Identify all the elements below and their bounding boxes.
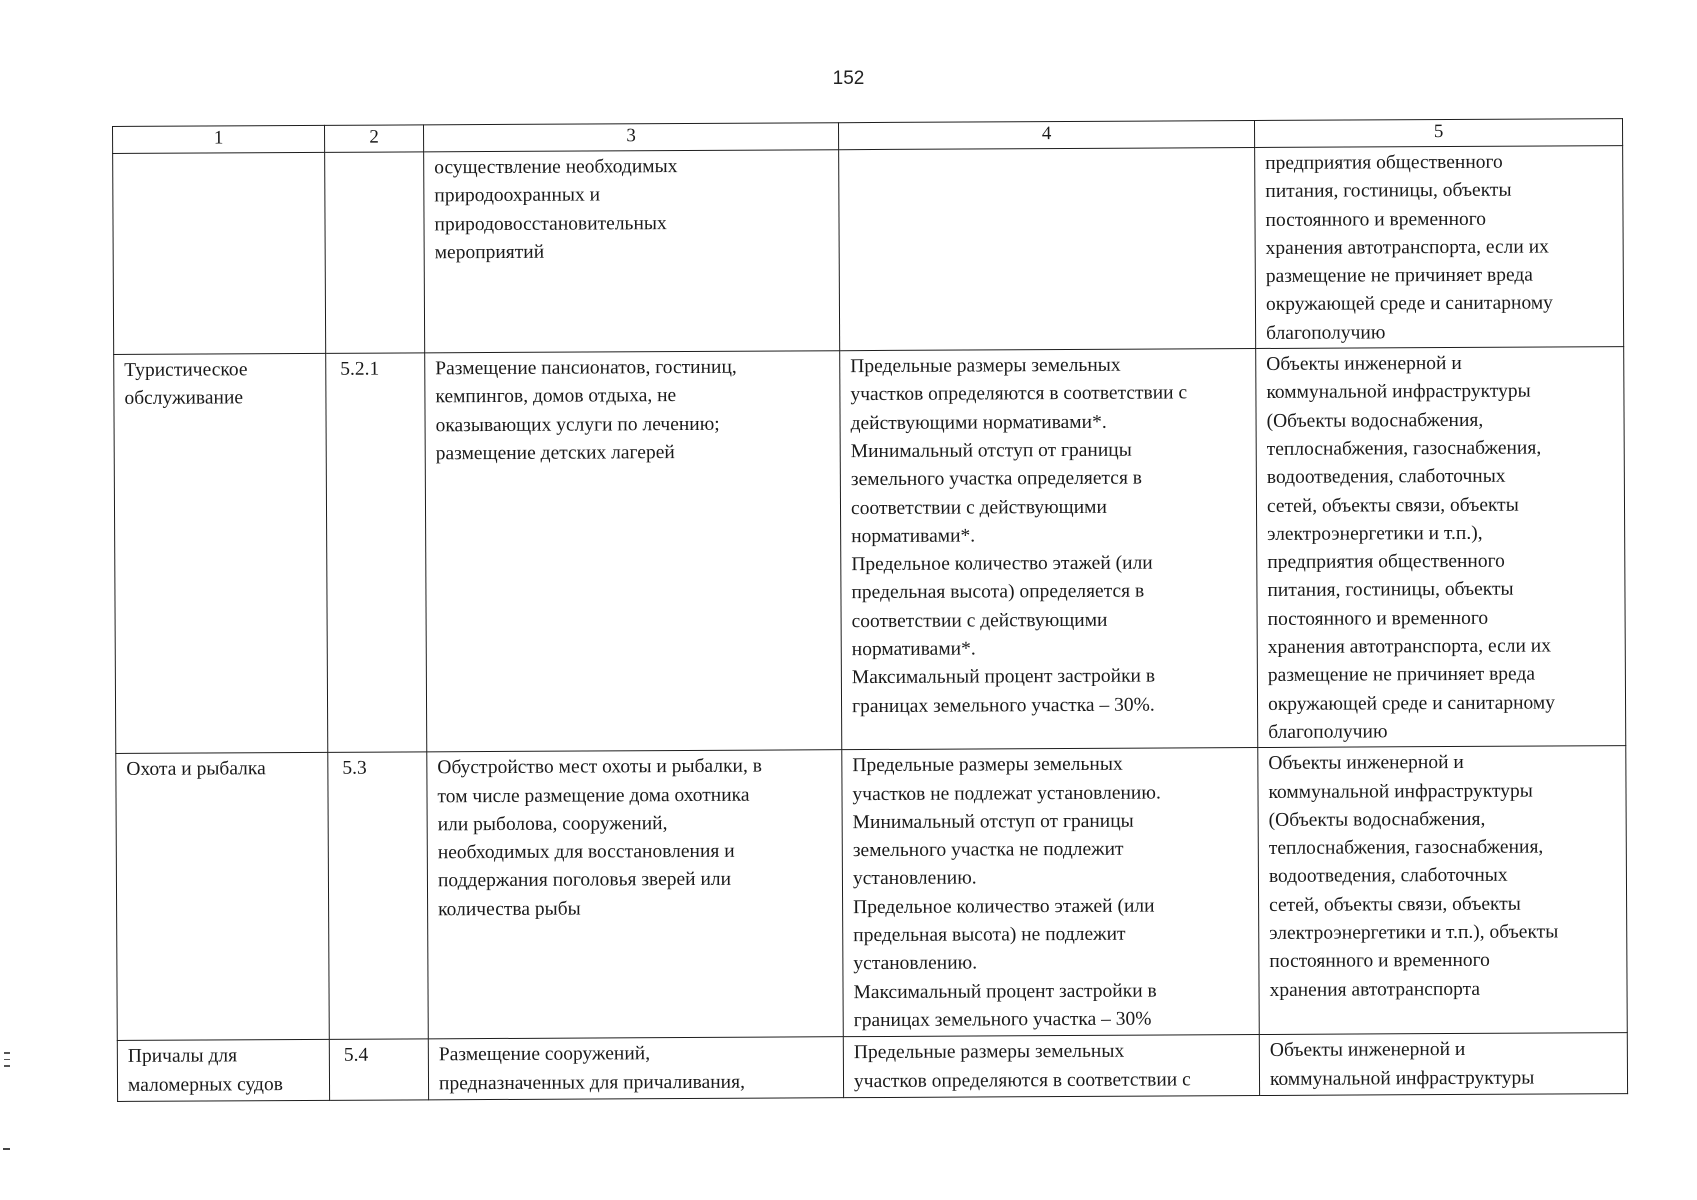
column-header: 3: [423, 123, 838, 152]
use-description-cell: [427, 750, 843, 1039]
cell-text-line: Предельные размеры земельных: [852, 753, 1123, 777]
cell-text-line: Обустройство мест охоты и рыбалки, в: [437, 755, 762, 779]
cell-text-line: коммунальной инфраструктуры: [1268, 780, 1533, 803]
column-header: 4: [838, 121, 1254, 150]
auxiliary-uses-cell: [1256, 347, 1626, 748]
column-header: 2: [324, 125, 423, 153]
cell-text-line: Минимальный отступ от границы: [852, 810, 1134, 833]
use-code-cell: 5.3: [328, 752, 429, 1040]
use-description-cell: [425, 351, 842, 752]
scan-mark: [4, 1065, 10, 1067]
cell-text-line: водоотведения, слаботочных: [1266, 465, 1506, 489]
cell-text-line: обслуживание: [124, 387, 244, 410]
auxiliary-uses-cell: [1258, 746, 1627, 1035]
cell-text-line: необходимых для восстановления и: [437, 840, 735, 864]
use-name-cell: [116, 753, 329, 1041]
use-name-cell: [117, 1040, 329, 1102]
cell-text-line: хранения автотранспорта: [1269, 978, 1481, 1001]
cell-text-line: благополучию: [1268, 721, 1388, 743]
cell-text-line: питания, гостиницы, объекты: [1265, 179, 1512, 203]
cell-text-line: Минимальный отступ от границы: [850, 439, 1132, 463]
cell-text-line: теплоснабжения, газоснабжения,: [1268, 836, 1544, 860]
cell-text-line: Предельные размеры земельных: [850, 354, 1121, 378]
auxiliary-uses-cell: [1259, 1033, 1627, 1096]
cell-text-line: том числе размещение дома охотника: [437, 784, 750, 807]
parameters-cell: [840, 349, 1258, 750]
use-code-cell: 5.2.1: [326, 353, 427, 753]
cell-text-line: Туристическое: [124, 359, 248, 382]
parameters-cell: [843, 1035, 1259, 1098]
cell-text-line: предназначенных для причаливания,: [438, 1071, 745, 1094]
cell-text-line: предприятия общественного: [1265, 151, 1503, 174]
table-row: [116, 746, 1627, 1041]
cell-text-line: границах земельного участка – 30%: [853, 1008, 1152, 1032]
cell-text-line: границах земельного участка – 30%.: [851, 694, 1155, 717]
table-row: [114, 347, 1626, 754]
cell-text-line: окружающей среде и санитарному: [1265, 292, 1553, 316]
cell-text-line: Размещение сооружений,: [438, 1043, 651, 1066]
cell-text-line: маломерных судов: [127, 1073, 283, 1096]
cell-text-line: или рыболова, сооружений,: [437, 812, 668, 836]
cell-text-line: размещение детских лагерей: [435, 442, 675, 465]
cell-text-line: размещение не причиняет вреда: [1265, 264, 1533, 288]
cell-text-line: хранения автотранспорта, если их: [1265, 236, 1549, 259]
cell-text-line: электроэнергетики и т.п.), объекты: [1269, 921, 1559, 944]
parameters-cell: [839, 148, 1256, 351]
cell-text-line: постоянного и временного: [1267, 607, 1489, 630]
cell-text-line: Предельное количество этажей (или: [853, 895, 1155, 918]
use-name-cell: [113, 152, 326, 354]
land-use-table: [112, 118, 1628, 1102]
use-code-cell: 5.4: [329, 1039, 428, 1101]
parameters-cell: [842, 748, 1259, 1037]
cell-text-line: предельная высота) не подлежит: [853, 923, 1126, 947]
cell-text-line: поддержания поголовья зверей или: [437, 869, 732, 892]
cell-text-line: предельная высота) определяется в: [851, 581, 1145, 604]
cell-text-line: водоотведения, слаботочных: [1268, 865, 1508, 888]
cell-text-line: природовосстановительных: [434, 212, 667, 235]
use-description-cell: [424, 150, 840, 353]
cell-text-line: действующими нормативами*.: [850, 411, 1107, 434]
scan-mark: [4, 1059, 10, 1061]
cell-text-line: количества рыбы: [438, 898, 581, 921]
table-row: [113, 146, 1624, 355]
cell-text-line: нормативами*.: [851, 638, 976, 661]
cell-text-line: постоянного и временного: [1269, 950, 1490, 973]
cell-text-line: природоохранных и: [434, 184, 601, 207]
use-code-cell: [325, 152, 425, 354]
column-header: 1: [113, 125, 325, 153]
cell-text-line: благополучию: [1266, 322, 1386, 344]
cell-text-line: сетей, объекты связи, объекты: [1266, 494, 1519, 517]
cell-text-line: осуществление необходимых: [434, 156, 678, 179]
cell-text-line: постоянного и временного: [1265, 208, 1487, 231]
scan-edge-marks: [4, 1052, 10, 1076]
cell-text-line: Объекты инженерной и: [1269, 1039, 1466, 1062]
cell-text-line: установлению.: [852, 867, 977, 890]
cell-text-line: соответствии с действующими: [850, 496, 1107, 519]
cell-text-line: электроэнергетики и т.п.),: [1267, 522, 1483, 545]
cell-text-line: кемпингов, домов отдыха, не: [435, 385, 677, 408]
cell-text-line: Объекты инженерной и: [1268, 752, 1464, 775]
cell-text-line: нормативами*.: [851, 525, 976, 547]
cell-text-line: Предельное количество этажей (или: [851, 552, 1153, 576]
column-header: 5: [1254, 119, 1622, 148]
table-row: [117, 1033, 1627, 1102]
use-description-cell: [428, 1037, 843, 1100]
cell-text-line: (Объекты водоснабжения,: [1266, 409, 1484, 432]
cell-text-line: мероприятий: [434, 241, 545, 264]
cell-text-line: питания, гостиницы, объекты: [1267, 579, 1514, 602]
cell-text-line: хранения автотранспорта, если их: [1267, 635, 1552, 659]
cell-text-line: коммунальной инфраструктуры: [1269, 1067, 1535, 1090]
use-name-cell: [114, 353, 328, 753]
cell-text-line: Максимальный процент застройки в: [853, 980, 1157, 1003]
cell-text-line: сетей, объекты связи, объекты: [1269, 893, 1521, 916]
scan-edge-tick: [3, 1148, 10, 1150]
cell-text-line: Предельные размеры земельных: [853, 1040, 1125, 1064]
cell-text-line: Причалы для: [127, 1045, 238, 1068]
cell-text-line: Размещение пансионатов, гостиниц,: [435, 356, 737, 380]
cell-text-line: размещение не причиняет вреда: [1267, 663, 1536, 687]
cell-text-line: соответствии с действующими: [851, 609, 1108, 632]
cell-text-line: земельного участка определяется в: [850, 467, 1143, 491]
scan-mark: [4, 1052, 10, 1054]
cell-text-line: оказывающих услуги по лечению;: [435, 413, 720, 436]
cell-text-line: установлению.: [853, 952, 978, 975]
page-number: 152: [832, 68, 865, 89]
cell-text-line: Охота и рыбалка: [126, 758, 266, 781]
cell-text-line: Максимальный процент застройки в: [851, 665, 1156, 689]
cell-text-line: участков определяются в соответствии с: [853, 1068, 1191, 1092]
cell-text-line: Объекты инженерной и: [1266, 353, 1462, 376]
cell-text-line: участков определяются в соответствии с: [850, 382, 1188, 406]
cell-text-line: земельного участка не подлежит: [852, 838, 1124, 862]
auxiliary-uses-cell: [1255, 146, 1624, 349]
cell-text-line: (Объекты водоснабжения,: [1268, 808, 1486, 831]
cell-text-line: теплоснабжения, газоснабжения,: [1266, 437, 1542, 460]
cell-text-line: участков не подлежат установлению.: [852, 782, 1161, 805]
cell-text-line: окружающей среде и санитарному: [1267, 692, 1556, 715]
cell-text-line: коммунальной инфраструктуры: [1266, 380, 1531, 404]
cell-text-line: предприятия общественного: [1267, 550, 1505, 574]
